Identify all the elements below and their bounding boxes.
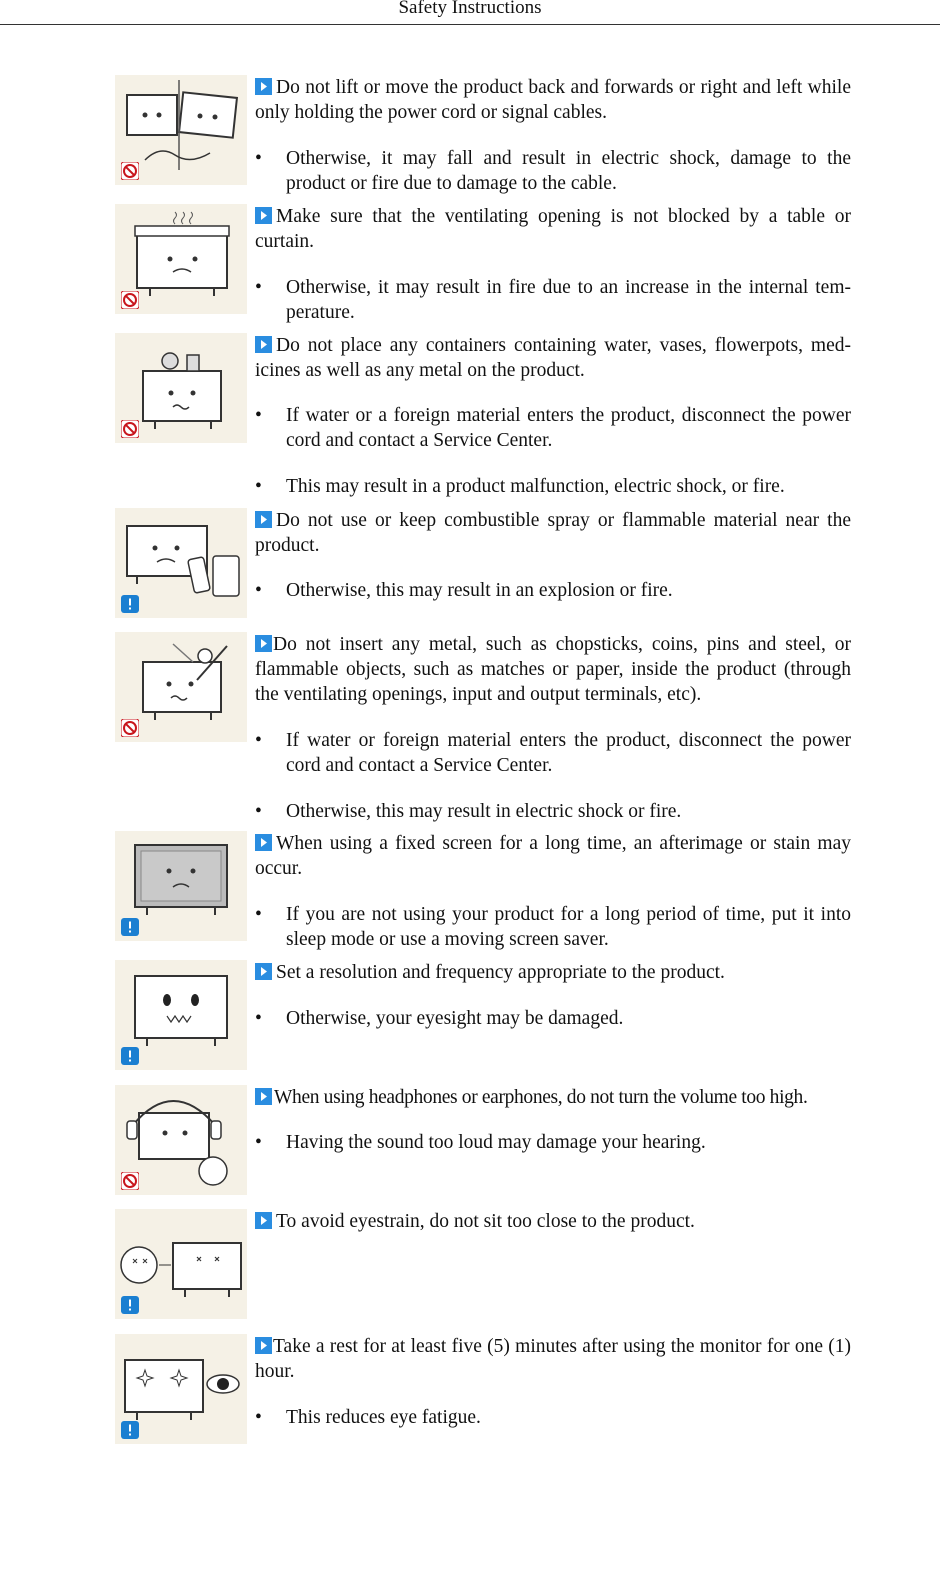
arrow-icon <box>255 207 272 224</box>
illustration-afterimage <box>115 831 247 941</box>
illustration-take-rest <box>115 1334 247 1444</box>
arrow-icon <box>255 1337 272 1354</box>
bullet-text: If water or foreign material enters the product, disconnect the power cord and contact a Service Center. <box>286 730 851 776</box>
instruction-text: Take a rest for at least five (5) minutes after using the monitor for one (1) hour. <box>255 1336 851 1382</box>
instruction-text: Set a resolution and frequency appropriate to the product. <box>276 962 725 983</box>
illustration-containers <box>115 333 247 443</box>
page-header <box>0 0 940 25</box>
illustration-spray <box>115 508 247 618</box>
bullet-text: Otherwise, this may result in electric shock or fire. <box>286 801 682 822</box>
instruction-text: Make sure that the ventilating opening is not blocked by a table or curtain. <box>255 206 851 252</box>
caution-icon <box>121 1296 139 1314</box>
page-title: Safety Instructions <box>398 0 542 18</box>
caution-icon <box>121 1047 139 1065</box>
arrow-icon <box>255 1088 272 1105</box>
bullet-text: Having the sound too loud may damage your hearing. <box>286 1132 706 1153</box>
arrow-icon <box>255 635 272 652</box>
instruction-text: Do not use or keep combustible spray or flammable material near the product. <box>255 510 851 556</box>
illustration-sitting-distance <box>115 1209 247 1319</box>
prohibited-icon <box>121 1172 139 1190</box>
instruction-text: Do not lift or move the product back and forwards or right and left while only holding the power cord or signal cables. <box>255 77 851 123</box>
bullet-text: If water or a foreign material enters the product, disconnect the power cord and contact a Service Center. <box>286 405 851 451</box>
arrow-icon <box>255 1212 272 1229</box>
prohibited-icon <box>121 420 139 438</box>
arrow-icon <box>255 78 272 95</box>
instruction-text: Do not insert any metal, such as chopsticks, coins, pins and steel, or flammable objects, such as matches or paper, inside the product (through the ventilating openings, input and output terminals, etc). <box>255 634 851 705</box>
caution-icon <box>121 1421 139 1439</box>
prohibited-icon <box>121 162 139 180</box>
illustration-resolution <box>115 960 247 1070</box>
bullet-text: This may result in a product malfunction, electric shock, or fire. <box>286 476 785 497</box>
bullet-text: If you are not using your product for a long period of time, put it into sleep mode or use a moving screen saver. <box>286 904 851 950</box>
prohibited-icon <box>121 291 139 309</box>
illustration-headphones <box>115 1085 247 1195</box>
illustration-metal-objects <box>115 632 247 742</box>
bullet-text: Otherwise, your eyesight may be damaged. <box>286 1008 624 1029</box>
illustration-ventilation <box>115 204 247 314</box>
prohibited-icon <box>121 719 139 737</box>
instruction-text: When using a fixed screen for a long time, an afterimage or stain may occur. <box>255 833 851 879</box>
arrow-icon <box>255 336 272 353</box>
caution-icon <box>121 918 139 936</box>
caution-icon <box>121 595 139 613</box>
arrow-icon <box>255 511 272 528</box>
bullet-text: This reduces eye fatigue. <box>286 1407 481 1428</box>
bullet-text: Otherwise, it may result in fire due to an increase in the internal tem-perature. <box>286 277 851 323</box>
instruction-text: Do not place any containers containing water, vases, flowerpots, med-icines as well as any metal on the product. <box>255 335 851 381</box>
instruction-text: To avoid eyestrain, do not sit too close to the product. <box>276 1211 695 1232</box>
bullet-text: Otherwise, it may fall and result in electric shock, damage to the product or fire due to damage to the cable. <box>286 148 851 194</box>
arrow-icon <box>255 834 272 851</box>
instruction-text: When using headphones or earphones, do not turn the volume too high. <box>274 1087 808 1108</box>
illustration-lift-cable <box>115 75 247 185</box>
arrow-icon <box>255 963 272 980</box>
bullet-text: Otherwise, this may result in an explosion or fire. <box>286 580 673 601</box>
